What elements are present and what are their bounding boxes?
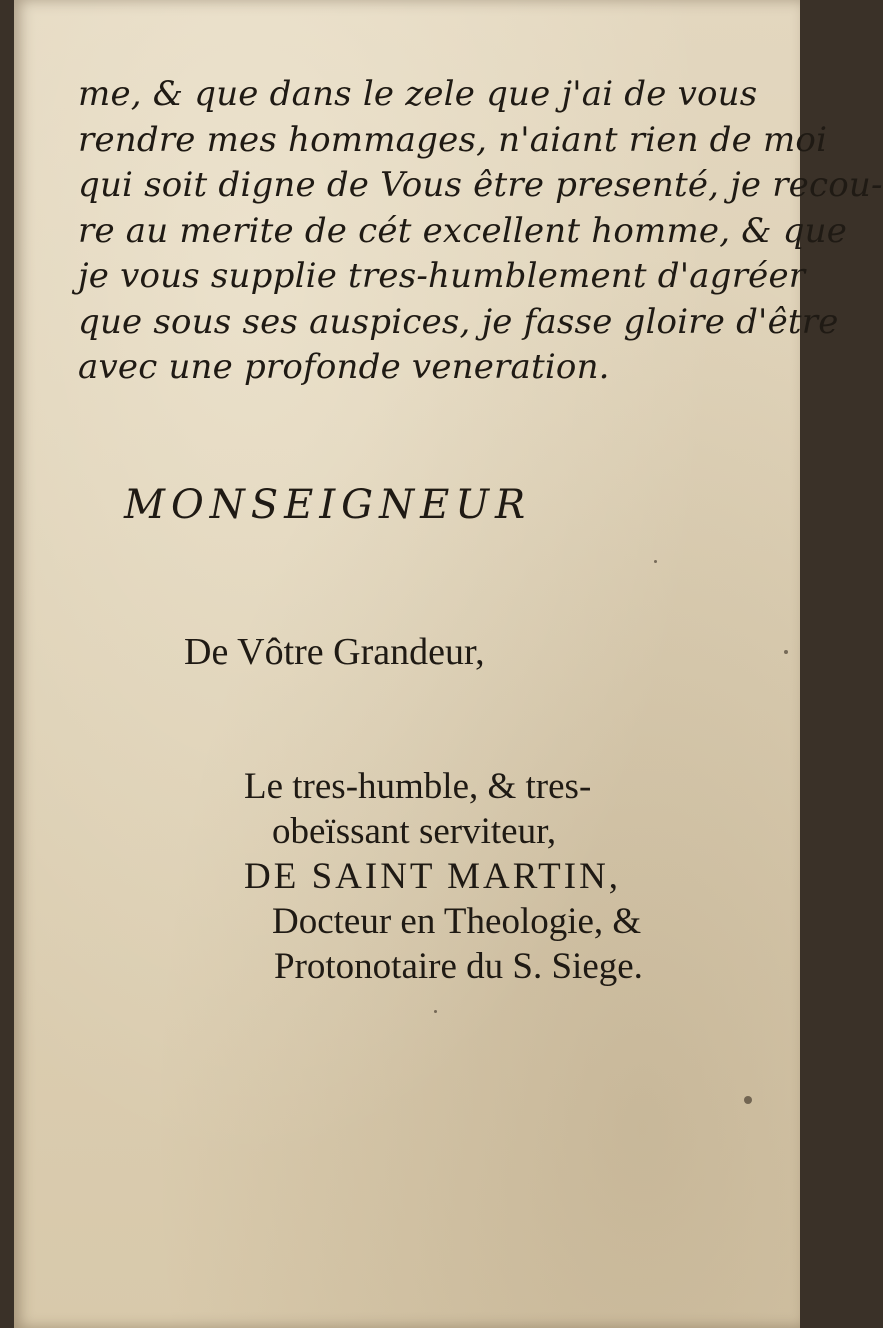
signature-block	[244, 764, 643, 989]
signoff-line: obeïssant serviteur,	[272, 811, 557, 852]
signoff-line: Protonotaire du S. Siege.	[274, 946, 643, 987]
body-line: que sous ses auspices, je fasse gloire d'être	[78, 301, 839, 342]
grandeur-line: De Vôtre Grandeur,	[184, 631, 485, 673]
signoff-line: Docteur en Theologie, &	[272, 901, 642, 942]
ink-speck	[744, 1096, 752, 1104]
ink-speck	[434, 1010, 437, 1013]
ink-speck	[784, 650, 788, 654]
body-line: qui soit digne de Vous être presenté, je recou-	[78, 165, 883, 205]
salutation: MONSEIGNEUR	[124, 482, 532, 528]
body-line: re au merite de cét excellent homme, & que	[78, 210, 848, 251]
author-name: DE SAINT MARTIN,	[244, 856, 622, 897]
dedication-body	[78, 72, 883, 391]
ink-speck	[654, 560, 657, 563]
signoff-line: Le tres-humble, & tres-	[244, 766, 592, 807]
body-line: rendre mes hommages, n'aiant rien de moi	[78, 119, 828, 160]
body-line: avec une profonde veneration.	[78, 347, 610, 387]
book-page	[14, 0, 883, 1328]
body-line: me, & que dans le zele que j'ai de vous	[78, 74, 758, 114]
body-line: je vous supplie tres-humblement d'agréer	[78, 256, 806, 296]
